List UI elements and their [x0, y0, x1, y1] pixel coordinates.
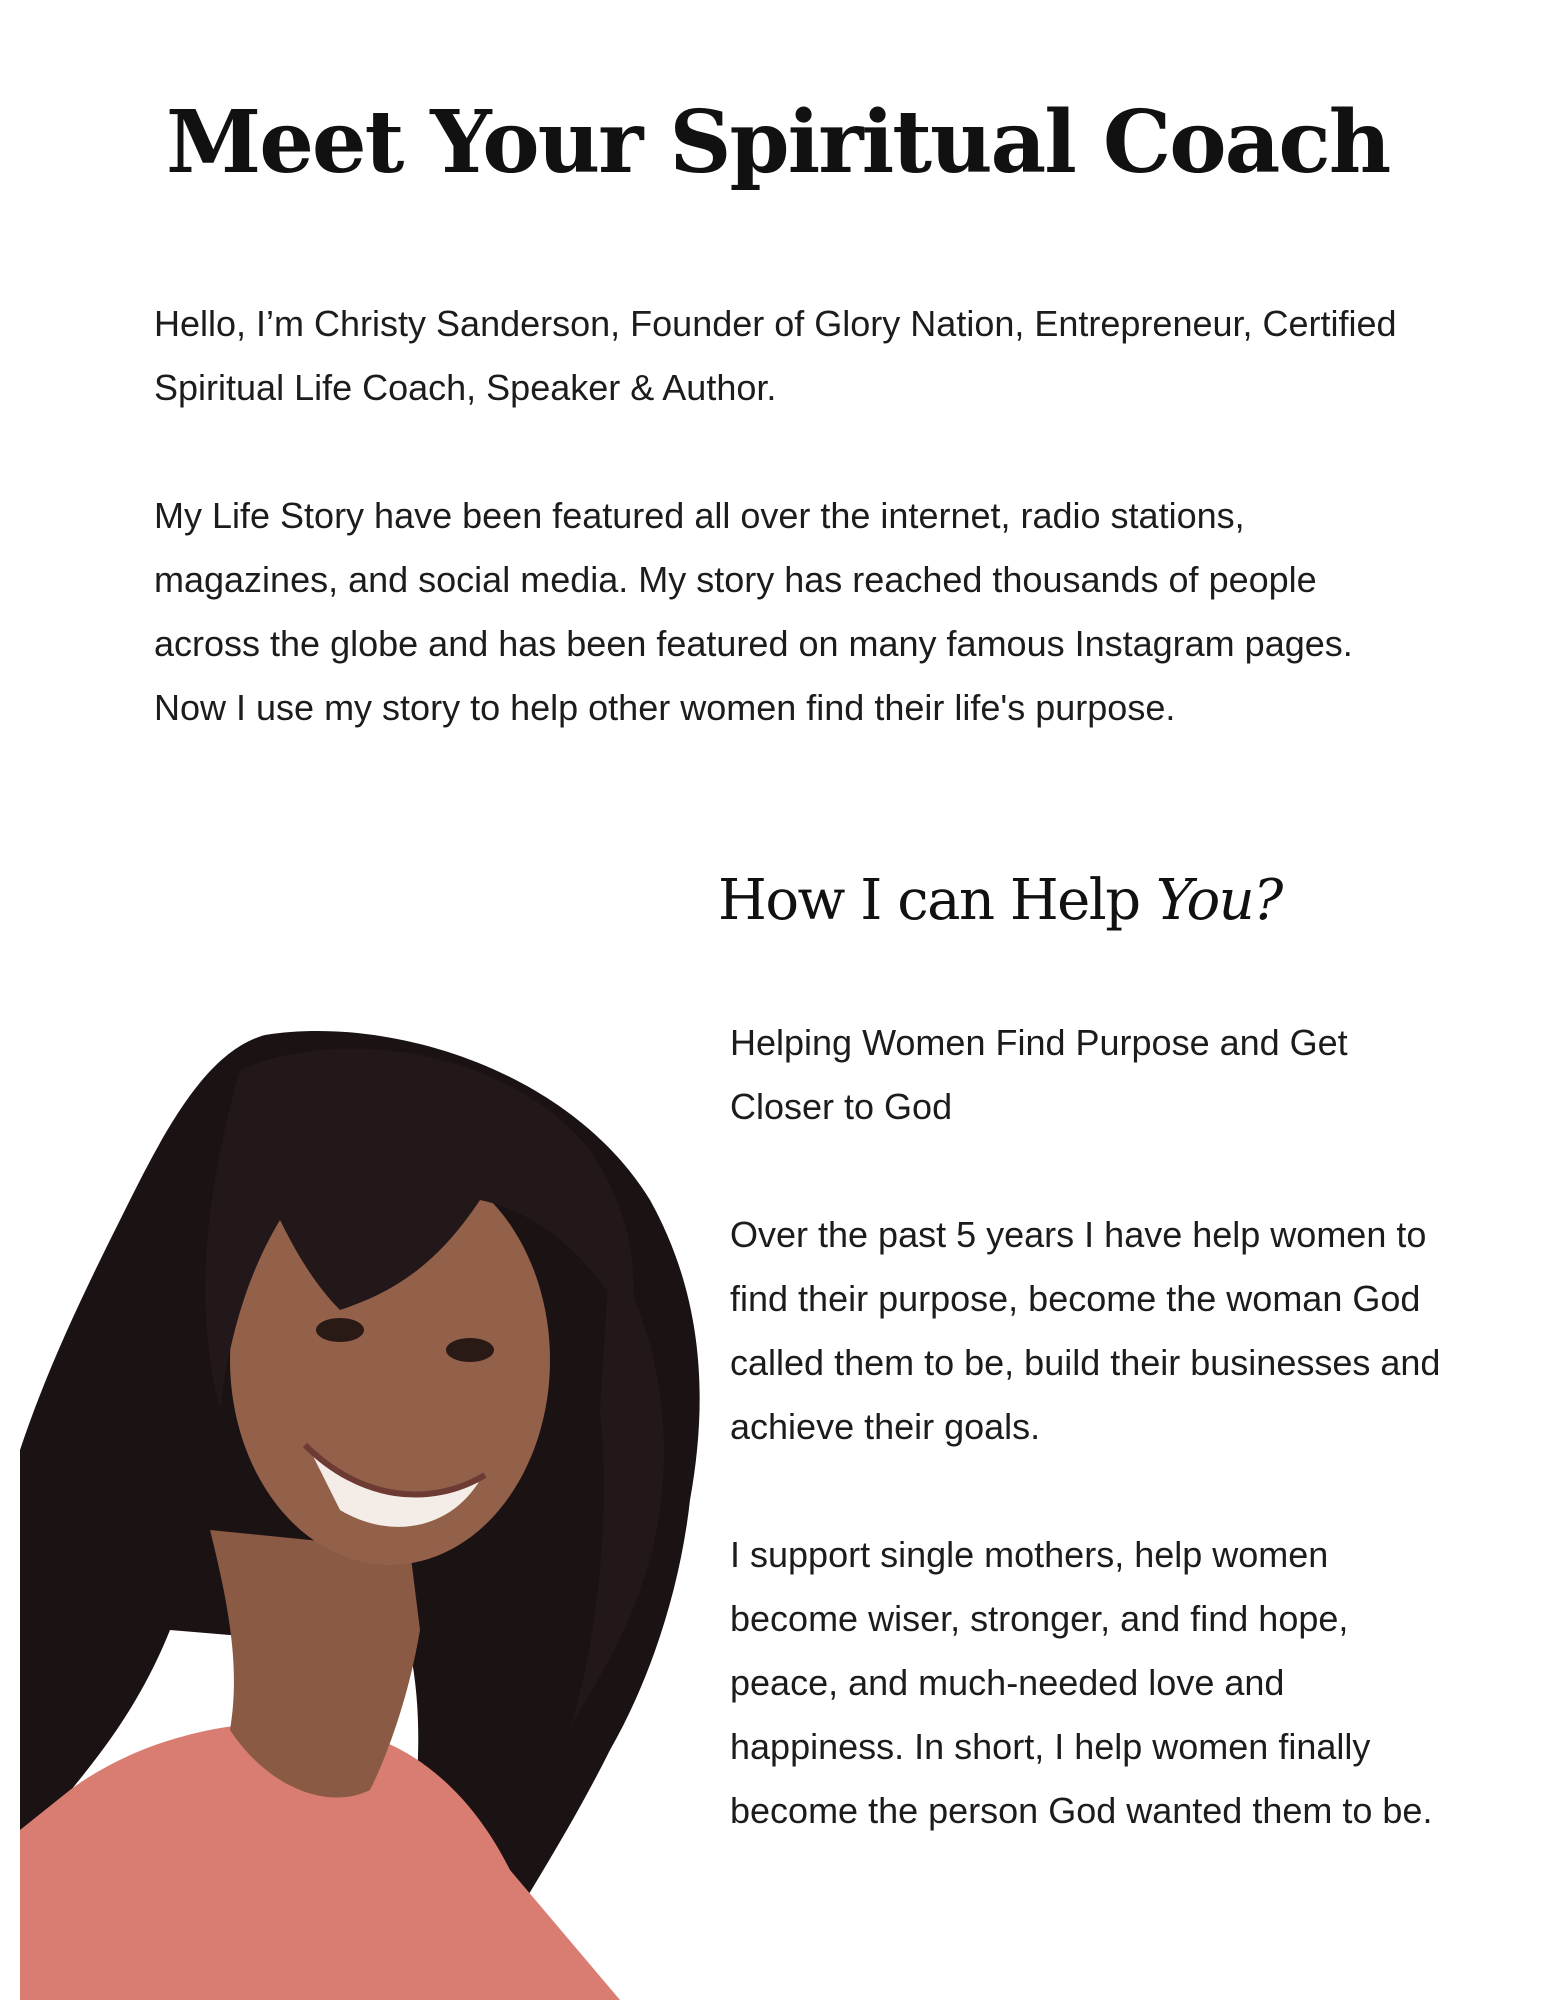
intro-paragraph: My Life Story have been featured all over the internet, radio stations, magazines, and social media. My story has reached thousands of people across the globe and has been featured on many famous Instagram pages. Now I use my story to help other women find their life's purpose. [154, 495, 1353, 728]
left-eye [316, 1318, 364, 1342]
right-eye [446, 1338, 494, 1362]
help-section [730, 1011, 1450, 1907]
intro-paragraph: Hello, I’m Christy Sanderson, Founder of Glory Nation, Entrepreneur, Certified Spiritual Life Coach, Speaker & Author. [154, 303, 1397, 408]
coach-portrait [10, 1030, 710, 2000]
page-title: Meet Your Spiritual Coach [166, 92, 1390, 193]
help-heading-plain: How I can Help [718, 868, 1156, 933]
help-heading [718, 868, 1282, 933]
help-paragraph: Over the past 5 years I have help women to find their purpose, become the woman God called them to be, build their businesses and achieve their goals. [730, 1214, 1441, 1447]
help-paragraph: I support single mothers, help women become wiser, stronger, and find hope, peace, and much-needed love and happiness. In short, I help women finally become the person God wanted them to be. [730, 1534, 1433, 1831]
help-paragraph: Helping Women Find Purpose and Get Closer to God [730, 1022, 1348, 1127]
intro-section [154, 292, 1404, 804]
help-heading-emphasis: You? [1155, 868, 1282, 933]
